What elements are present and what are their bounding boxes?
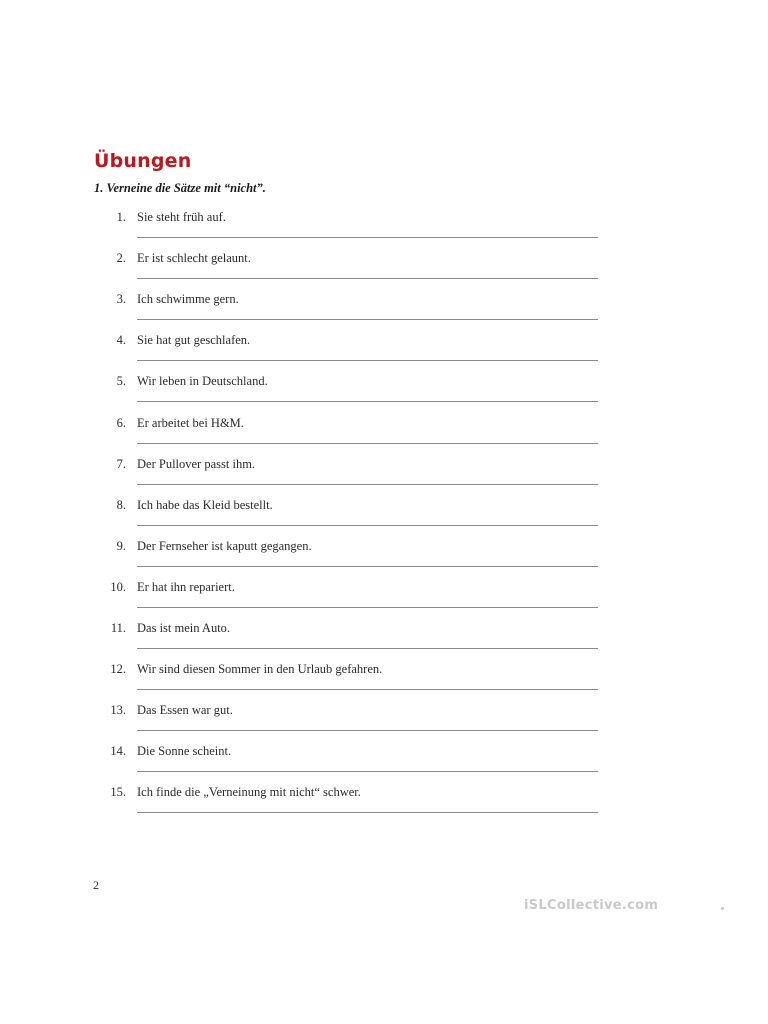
item-number: 6. xyxy=(116,415,126,430)
exercise-item xyxy=(0,210,768,250)
section-title: Übungen xyxy=(94,150,192,172)
answer-line[interactable] xyxy=(137,401,598,402)
item-number: 15. xyxy=(110,785,126,800)
item-sentence: Das ist mein Auto. xyxy=(137,621,231,635)
answer-line[interactable] xyxy=(137,566,598,567)
exercise-item xyxy=(0,333,768,373)
exercise-heading: 1. Verneine die Sätze mit “nicht”. xyxy=(94,181,266,195)
item-number: 14. xyxy=(110,744,126,759)
exercise-item xyxy=(0,416,768,456)
item-number: 7. xyxy=(116,456,126,471)
page-number: 2 xyxy=(93,878,99,892)
item-sentence: Ich finde die „Verneinung mit nicht“ schwer. xyxy=(137,785,361,800)
answer-line[interactable] xyxy=(137,278,598,279)
answer-line[interactable] xyxy=(137,360,598,361)
answer-line[interactable] xyxy=(137,812,598,813)
item-sentence: Sie steht früh auf. xyxy=(137,210,226,224)
exercise-item xyxy=(0,539,768,579)
answer-line[interactable] xyxy=(137,237,598,238)
item-sentence: Sie hat gut geschlafen. xyxy=(137,333,251,348)
item-number: 2. xyxy=(116,251,126,266)
answer-line[interactable] xyxy=(137,607,598,608)
item-number: 8. xyxy=(116,497,126,512)
exercise-item xyxy=(0,662,768,702)
item-number: 13. xyxy=(110,703,126,718)
exercise-item xyxy=(0,785,768,825)
answer-line[interactable] xyxy=(137,525,598,526)
item-sentence: Er hat ihn repariert. xyxy=(137,579,235,594)
item-sentence: Wir sind diesen Sommer in den Urlaub gefahren. xyxy=(137,662,383,677)
item-number: 3. xyxy=(116,292,126,307)
answer-line[interactable] xyxy=(137,689,598,690)
exercise-item xyxy=(0,292,768,332)
item-sentence: Die Sonne scheint. xyxy=(137,744,232,759)
item-sentence: Wir leben in Deutschland. xyxy=(137,374,268,389)
exercise-item xyxy=(0,251,768,291)
answer-line[interactable] xyxy=(137,771,598,772)
watermark-dot xyxy=(721,907,724,910)
answer-line[interactable] xyxy=(137,319,598,320)
item-sentence: Er ist schlecht gelaunt. xyxy=(137,251,251,266)
answer-line[interactable] xyxy=(137,648,598,649)
watermark-logo: iSLCollective.com xyxy=(524,898,659,913)
item-number: 5. xyxy=(116,374,126,389)
item-number: 10. xyxy=(110,579,126,594)
item-sentence: Ich schwimme gern. xyxy=(137,292,239,307)
exercise-item xyxy=(0,703,768,743)
item-sentence: Das Essen war gut. xyxy=(137,703,233,718)
item-number: 11. xyxy=(110,621,126,635)
exercise-item xyxy=(0,580,768,620)
exercise-item xyxy=(0,498,768,538)
item-number: 1. xyxy=(116,210,126,224)
answer-line[interactable] xyxy=(137,730,598,731)
item-sentence: Er arbeitet bei H&M. xyxy=(137,415,244,430)
item-sentence: Der Pullover passt ihm. xyxy=(137,456,256,471)
exercise-item xyxy=(0,621,768,661)
item-sentence: Ich habe das Kleid bestellt. xyxy=(137,497,273,512)
item-number: 12. xyxy=(110,662,126,677)
item-number: 9. xyxy=(116,538,126,553)
item-sentence: Der Fernseher ist kaputt gegangen. xyxy=(137,538,312,553)
answer-line[interactable] xyxy=(137,443,598,444)
exercise-item xyxy=(0,457,768,497)
item-number: 4. xyxy=(116,333,126,348)
exercise-item xyxy=(0,374,768,414)
answer-line[interactable] xyxy=(137,484,598,485)
exercise-item xyxy=(0,744,768,784)
